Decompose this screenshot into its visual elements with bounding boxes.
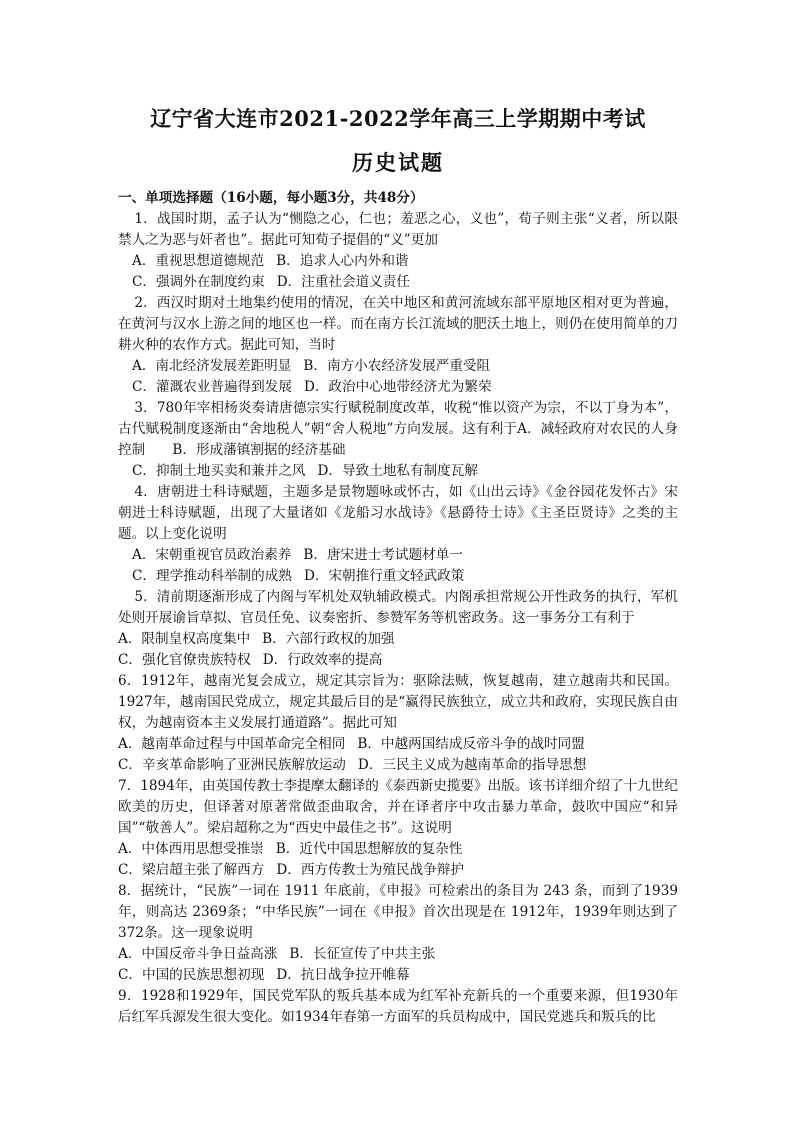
answer-option: C．抑制土地买卖和兼并之风 [132, 463, 306, 479]
question-stem: 7．1894年，由英国传教士李提摩太翻译的《泰西新史揽要》出版。该书详细介绍了十九世纪欧美的历史，但译著对原著常做歪曲取舍，并在译者序中攻击暴力革命，鼓吹中国应“和异国”“敬善人”。梁启超称之为“西史中最佳之书”。这说明 [118, 778, 678, 836]
question-stem: 4．唐朝进士科诗赋题，主题多是景物题咏或怀古，如《山出云诗》《金谷园花发怀古》宋朝进士科诗赋题，出现了大量诸如《龙船习水战诗》《悬爵待士诗》《主圣臣贤诗》之类的主题。以上变化说明 [118, 484, 678, 542]
exam-subtitle: 历史试题 [352, 150, 444, 175]
exam-title: 辽宁省大连市2021-2022学年高三上学期期中考试 [150, 106, 646, 131]
question-item [118, 671, 678, 776]
answer-option: A．宋朝重视官员政治素养 [132, 547, 292, 563]
answer-option: D．西方传教士为殖民战争辩护 [276, 862, 464, 878]
answer-option: C．强调外在制度约束 [132, 274, 265, 290]
question-list [118, 209, 678, 1028]
option-row [118, 650, 678, 671]
answer-option: A．限制皇权高度集中 [118, 631, 251, 647]
answer-option: D．注重社会道义责任 [276, 274, 410, 290]
answer-option: C．中国的民族思想初现 [118, 967, 265, 983]
question-item [118, 986, 678, 1028]
option-row [118, 755, 678, 776]
answer-option: A．中国反帝斗争日益高涨 [118, 946, 278, 962]
section-heading: 一、单项选择题（16小题，每小题3分，共48分） [118, 190, 424, 206]
question-item [118, 209, 678, 293]
answer-option: B．六部行政权的加强 [262, 631, 395, 647]
answer-option: D．三民主义成为越南革命的指导思想 [357, 757, 587, 773]
answer-option: B．追求人心内外和谐 [276, 253, 409, 269]
question-item [118, 293, 678, 398]
option-row [118, 545, 678, 566]
answer-option: D．抗日战争拉开帷幕 [276, 967, 410, 983]
question-stem: 9．1928和1929年，国民党军队的叛兵基本成为红军补充新兵的一个重要来源，但1930年后红军兵源发生很大变化。如1934年春第一方面军的兵员构成中，国民党逃兵和叛兵的比 [118, 988, 678, 1025]
option-row [118, 944, 678, 965]
answer-option: A．中体西用思想受推崇 [118, 841, 264, 857]
question-stem: 3．780年宰相杨炎奏请唐德宗实行赋税制度改革，收税“惟以资产为宗，不以丁身为本”，古代赋税制度逐渐由“舍地税人”朝“舍人税地”方向发展。这有利于A．减轻政府对农民的人身控制 B．形成藩镇割据的经济基础 [118, 400, 678, 458]
answer-option: A．越南革命过程与中国革命完全相同 [118, 736, 346, 752]
answer-option: B．唐宋进士考试题材单一 [303, 547, 463, 563]
option-row [118, 461, 678, 482]
question-item [118, 482, 678, 587]
option-row [118, 839, 678, 860]
answer-option: B．近代中国思想解放的复杂性 [275, 841, 463, 857]
question-stem: 6．1912年，越南光复会成立，规定其宗旨为：驱除法贼，恢复越南，建立越南共和民国。1927年，越南国民党成立，规定其最后目的是“赢得民族独立，成立共和政府，实现民族自由权，为越南资本主义发展打通道路”。据此可知 [118, 673, 678, 731]
option-row [118, 356, 678, 377]
question-stem: 1．战国时期，孟子认为“恻隐之心，仁也；羞恶之心，义也”，荀子则主张“义者，所以限禁人之为恶与奸者也”。据此可知荀子提倡的“义”更加 [118, 211, 678, 248]
option-row [118, 251, 678, 272]
answer-option: D．导致土地私有制度瓦解 [317, 463, 478, 479]
question-item [118, 881, 678, 986]
question-stem: 8．据统计，“民族”一词在 1911 年底前，《申报》可检索出的条目为 243 条，而到了1939年，则高达 2369条；“中华民族”一词在《申报》首次出现是在 1912年，1939年则达到了 372条。这一现象说明 [118, 883, 678, 941]
option-row [118, 734, 678, 755]
question-stem: 5．清前期逐渐形成了内阁与军机处双轨辅政模式。内阁承担常规公开性政务的执行，军机处则开展谕旨草拟、官员任免、议奏密折、参赞军务等机密政务。这一事务分工有利于 [118, 589, 678, 626]
option-row [118, 377, 678, 398]
answer-option: C．理学推动科举制的成熟 [132, 568, 292, 584]
option-row [118, 860, 678, 881]
answer-option: D．行政效率的提高 [262, 652, 383, 668]
answer-option: B．中越两国结成反帝斗争的战时同盟 [357, 736, 585, 752]
option-row [118, 965, 678, 986]
answer-option: C．灌溉农业普遍得到发展 [132, 379, 292, 395]
answer-option: D．宋朝推行重文轻武政策 [303, 568, 465, 584]
question-stem: 2．西汉时期对土地集约使用的情况，在关中地区和黄河流域东部平原地区相对更为普遍，在黄河与汉水上游之间的地区也一样。而在南方长江流域的肥沃土地上，则仍在使用简单的刀耕火种的农作方式。据此可知，当时 [118, 295, 678, 353]
answer-option: A．重视思想道德规范 [132, 253, 265, 269]
answer-option: D．政治中心地带经济尤为繁荣 [303, 379, 492, 395]
answer-option: C．强化官僚贵族特权 [118, 652, 251, 668]
option-row [118, 272, 678, 293]
question-item [118, 776, 678, 881]
option-row [118, 629, 678, 650]
option-row [118, 566, 678, 587]
exam-page [118, 104, 678, 1028]
answer-option: B．长征宣传了中共主张 [289, 946, 436, 962]
answer-option: A．南北经济发展差距明显 [132, 358, 292, 374]
question-item [118, 587, 678, 671]
answer-option: C．辛亥革命影响了亚洲民族解放运动 [118, 757, 346, 773]
answer-option: C．梁启超主张了解西方 [118, 862, 265, 878]
question-item [118, 398, 678, 482]
answer-option: B．南方小农经济发展严重受阻 [303, 358, 491, 374]
